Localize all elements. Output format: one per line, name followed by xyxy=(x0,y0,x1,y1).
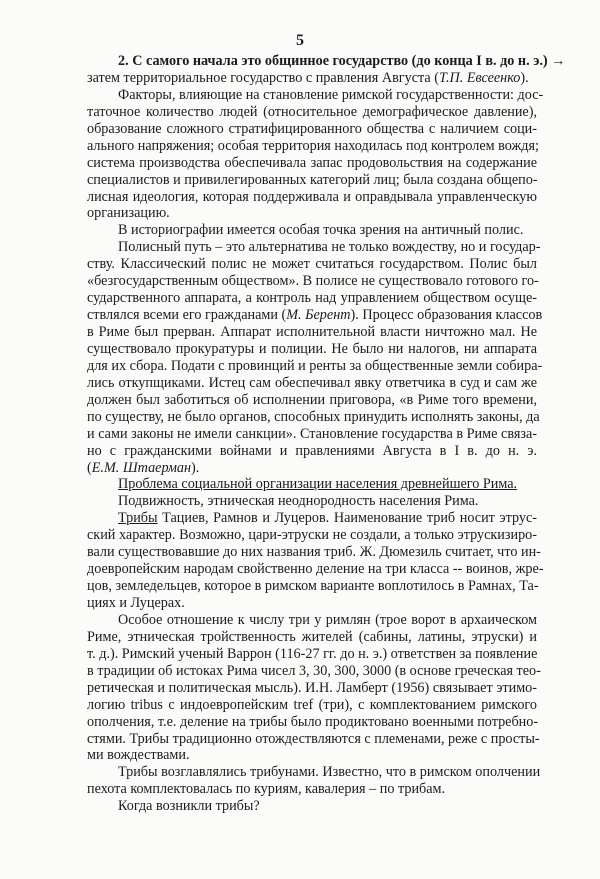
text-line xyxy=(87,426,537,443)
text-line xyxy=(87,510,537,527)
text-line xyxy=(87,662,541,680)
text-line xyxy=(87,646,537,663)
page-number: 5 xyxy=(296,32,304,49)
text-line xyxy=(87,408,540,426)
text-line xyxy=(87,561,544,578)
line-text: должен был заботиться об исполнении приговора, «в Риме того времени, xyxy=(87,391,537,408)
text-line xyxy=(87,357,543,375)
line-text: затем территориальное государство с правления Августа ( xyxy=(87,69,439,86)
text-line xyxy=(87,273,537,290)
line-text: Когда возникли трибы? xyxy=(118,798,260,815)
section-heading xyxy=(87,476,537,493)
text-line xyxy=(87,290,537,307)
line-text: ству. Классический полис не может считаться государством. Полис был xyxy=(87,256,537,273)
line-text: ретическая и политическая мысль). И.Н. Ламберт (1956) связывает этимо- xyxy=(87,679,537,696)
text-line xyxy=(87,680,537,697)
text-line xyxy=(87,629,537,646)
line-text: доевропейским народам свойственно деление на три класса -- воинов, жре- xyxy=(87,561,544,578)
line-text: в традиции об истоках Рима чисел 3, 30, 300, 3000 (в основе греческая тео- xyxy=(87,662,541,679)
line-text: пехота комплектовалась по куриям, кавалерия – по трибам. xyxy=(87,781,446,798)
text-line xyxy=(87,747,537,764)
text-line xyxy=(87,595,537,612)
text-line xyxy=(87,375,537,392)
line-text: цов, земледельцев, которое в римском варианте воплотилось в Рамнах, Та- xyxy=(87,578,539,595)
line-text: Особое отношение к числу три у римлян (трое ворот в архаическом xyxy=(118,611,537,628)
line-text: лись откупщиками. Истец сам обеспечивал явку ответчика в суд и сам же xyxy=(87,374,537,391)
line-text: вали существовавшие до них названия триб. Ж. Дюмезиль считает, что ин- xyxy=(87,544,541,561)
author-citation: Е.М. Штаерман xyxy=(91,459,192,476)
line-text: стями. Трибы традиционно отождествляются с племенами, реже с просты- xyxy=(87,730,540,747)
text-line xyxy=(87,155,537,172)
line-text: система производства обеспечивала запас продовольствия на содержание xyxy=(87,154,537,171)
line-text: ополчения, т.е. деление на трибы было продиктовано военными потребно- xyxy=(87,713,539,730)
line-text: ). xyxy=(520,69,529,86)
document-body xyxy=(87,53,566,815)
text-line xyxy=(87,256,537,273)
line-text: Факторы, влияющие на становление римской государственности: дос- xyxy=(118,86,544,103)
text-line xyxy=(87,714,537,731)
line-text: ствлялся всеми его гражданами ( xyxy=(87,307,287,324)
text-line xyxy=(87,798,537,815)
line-text: «безгосударственным обществом». В полисе не существовало готового го- xyxy=(87,273,539,290)
text-line xyxy=(87,781,537,798)
text-line xyxy=(87,764,541,781)
line-text: сударственного аппарата, а контроль над управлением обществом осуще- xyxy=(87,290,537,307)
line-text: существовало прокуратуры и полиции. Не было ни налогов, ни аппарата xyxy=(87,340,537,357)
heading-text: Проблема социальной организации населения древнейшего Рима. xyxy=(118,476,518,493)
line-text: циях и Луцерах. xyxy=(87,595,185,611)
line-text: Трибы возглавлялись трибунами. Известно, что в римском ополчении xyxy=(118,764,541,781)
text-line xyxy=(87,189,537,206)
text-line xyxy=(87,53,566,70)
line-text: образование сложного стратифицированного общества с наличием соци- xyxy=(87,120,537,137)
text-line xyxy=(87,86,544,104)
line-text: но с гражданскими войнами и правлениями Августа в I в. до н. э. xyxy=(87,442,537,459)
line-text: ми вождествами. xyxy=(87,747,190,764)
line-text: ). xyxy=(191,459,200,476)
line-text: организацию. xyxy=(87,205,170,222)
text-line xyxy=(87,324,537,341)
line-text: специалистов и привилегированных категорий лиц; была создана общепо- xyxy=(87,171,538,188)
author-citation: М. Берент xyxy=(286,307,351,324)
text-line xyxy=(87,578,537,595)
text-line xyxy=(87,730,540,748)
line-text: 2. С самого начала это общинное государство (до конца I в. до н. э.) → xyxy=(118,53,566,69)
text-line xyxy=(87,70,537,87)
line-text: ский характер. Возможно, цари-этруски не создали, а только этрускизиро- xyxy=(87,527,537,544)
line-text: Тациев, Рамнов и Луцеров. Наименование триб носит этрус- xyxy=(157,510,537,527)
text-line xyxy=(87,493,537,510)
line-text: ). Процесс образования классов xyxy=(350,307,543,324)
line-text: т. д.). Римский ученый Варрон (116-27 гг. до н. э.) ответствен за появление xyxy=(87,645,538,662)
line-text: и сами законы не имели санкции». Становление государства в Риме связа- xyxy=(87,425,537,442)
text-line xyxy=(87,307,543,324)
text-line xyxy=(87,612,537,629)
line-text: ( xyxy=(87,459,92,476)
text-line xyxy=(87,121,537,138)
author-citation: Т.П. Евсеенко xyxy=(438,69,521,86)
text-line xyxy=(87,460,537,477)
line-text: логию tribus с индоевропейским tref (три), с комплектованием римского xyxy=(87,696,537,713)
underlined-term: Трибы xyxy=(118,510,158,527)
text-line xyxy=(87,239,541,256)
line-text: Полисный путь – это альтернатива не только вождеству, но и государ- xyxy=(118,239,541,256)
line-text: ального напряжения; особая территория находилась под контролем вождя; xyxy=(87,137,539,154)
text-line xyxy=(87,341,537,358)
line-text: Подвижность, этническая неоднородность населения Рима. xyxy=(118,493,479,510)
line-text: лисная идеология, которая поддерживала и оправдывала управленческую xyxy=(87,188,537,205)
text-line xyxy=(87,697,537,714)
line-text: Риме, этническая тройственность жителей (сабины, латины, этруски) и xyxy=(87,628,537,645)
text-line xyxy=(87,527,537,544)
text-line xyxy=(87,205,537,222)
line-text: таточное количество людей (относительное демографическое давление), xyxy=(87,103,537,120)
text-line xyxy=(87,392,537,409)
text-line xyxy=(87,544,541,561)
text-line xyxy=(87,443,537,460)
line-text: по существу, не было органов, способных принудить исполнять законы, да xyxy=(87,408,540,425)
text-line xyxy=(87,104,537,121)
line-text: для их сбора. Подати с провинций и ренты за общественные земли собира- xyxy=(87,357,543,374)
text-line xyxy=(87,172,537,189)
line-text: В историографии имеется особая точка зрения на античный полис. xyxy=(118,222,524,239)
text-line xyxy=(87,138,537,155)
line-text: в Риме был прерван. Аппарат исполнительной власти ничтожно мал. Не xyxy=(87,324,537,340)
text-line xyxy=(87,222,537,239)
